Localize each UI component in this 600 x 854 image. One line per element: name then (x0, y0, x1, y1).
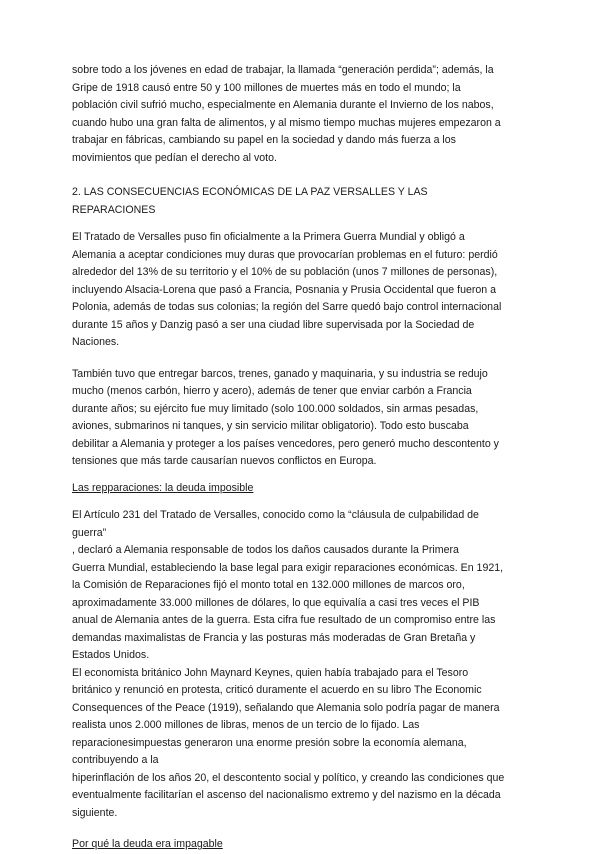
subheading-reparations: Las repparaciones: la deuda imposible (72, 481, 254, 494)
text-line: El Artículo 231 del Tratado de Versalles, conocido como la “cláusula de culpabilidad de (72, 509, 479, 521)
text-line: aproximadamente 33.000 millones de dólares, lo que equivalía a casi tres veces el PIB (72, 596, 480, 609)
text-line: contribuyendo a la (72, 754, 159, 766)
text-line: sobre todo a los jóvenes en edad de trabajar, la llamada “generación perdida”; además, la (72, 64, 494, 76)
text-line: la Comisión de Reparaciones fijó el monto total en 132.000 millones de marcos oro, (72, 579, 465, 591)
text-line: alrededor del 13% de su territorio y el 10% de su población (unos 7 millones de personas), (72, 266, 498, 278)
text-line: anual de Alemania antes de la guerra. Esta cifra fue resultado de un compromiso entre las (72, 614, 496, 626)
text-line: durante 15 años y Danzig pasó a ser una ciudad libre supervisada por la Sociedad de (72, 318, 475, 331)
text-line: demandas maximalistas de Francia y las posturas más moderadas de Gran Bretaña y (72, 631, 476, 644)
text-line: trabajar en fábricas, cambiando su papel en la sociedad y dando más fuerza a los (72, 134, 456, 146)
text-line: Estados Unidos. (72, 649, 150, 661)
text-line: realista unos 2.000 millones de libras, menos de un tercio de lo fijado. Las (72, 719, 420, 731)
text-line: reparacionesimpuestas generaron una enorme presión sobre la economía alemana, (72, 736, 467, 749)
text-line: británico y renunció en protesta, criticó duramente el acuerdo en su libro The Economic (72, 684, 482, 696)
text-line: debilitar a Alemania y proteger a los países vencedores, pero generó mucho descontento y (72, 437, 499, 450)
text-line: cuando hubo una gran falta de alimentos, y al mismo tiempo muchas mujeres empezaron a (72, 116, 501, 129)
text-line: incluyendo Alsacia-Lorena que pasó a Francia, Posnania y Prusia Occidental que fueron a (72, 283, 497, 296)
text-line: , declaró a Alemania responsable de todos los daños causados durante la Primera (72, 544, 459, 556)
text-line: Guerra Mundial, estableciendo la base legal para exigir reparaciones económicas. En 1921, (72, 561, 504, 574)
text-line: durante años; su ejército fue muy limitado (solo 100.000 soldados, sin armas pesadas, (72, 402, 479, 415)
paragraph-disarmament (72, 366, 528, 471)
text-line: hiperinflación de los años 20, el descontento social y político, y creando las condiciones que (72, 771, 505, 784)
text-line: Naciones. (72, 336, 120, 348)
text-line: Consequences of the Peace (1919), señalando que Alemania solo podría pagar de manera (72, 701, 500, 714)
page-content (72, 62, 528, 854)
section-heading (72, 184, 528, 219)
text-line: El Tratado de Versalles puso fin oficialmente a la Primera Guerra Mundial y obligó a (72, 231, 465, 243)
heading-line: 2. LAS CONSECUENCIAS ECONÓMICAS DE LA PAZ VERSALLES Y LAS (72, 186, 428, 198)
text-line: Alemania a aceptar condiciones muy duras que provocarían problemas en el futuro: perdió (72, 248, 498, 261)
text-line: El economista británico John Maynard Keynes, quien había trabajado para el Tesoro (72, 666, 469, 679)
text-line: eventualmente facilitarían el ascenso del nacionalismo extremo y del nazismo en la década (72, 789, 501, 801)
text-line: tensiones que más tarde causarían nuevos conflictos en Europa. (72, 455, 377, 467)
text-line: población civil sufrió mucho, especialmente en Alemania durante el Invierno de los nabos, (72, 99, 494, 111)
text-line: mucho (menos carbón, hierro y acero), además de tener que enviar carbón a Francia (72, 385, 472, 397)
paragraph-versailles-treaty (72, 229, 528, 352)
paragraph-war-consequences (72, 62, 528, 167)
heading-line: REPARACIONES (72, 203, 156, 216)
text-line: guerra” (72, 526, 107, 539)
paragraph-article-231 (72, 507, 528, 822)
text-line: Gripe de 1918 causó entre 50 y 100 millones de muertes más en todo el mundo; la (72, 81, 461, 94)
text-line: aviones, submarinos ni tanques, y sin servicio militar obligatorio). Todo esto buscaba (72, 420, 469, 432)
subheading-unpayable-debt: Por qué la deuda era impagable (72, 838, 223, 850)
text-line: siguiente. (72, 806, 118, 819)
text-line: También tuvo que entregar barcos, trenes, ganado y maquinaria, y su industria se redujo (72, 367, 488, 380)
text-line: Polonia, además de todas sus colonias; la región del Sarre quedó bajo control internacional (72, 301, 502, 313)
text-line: movimientos que pedían el derecho al voto. (72, 151, 277, 164)
